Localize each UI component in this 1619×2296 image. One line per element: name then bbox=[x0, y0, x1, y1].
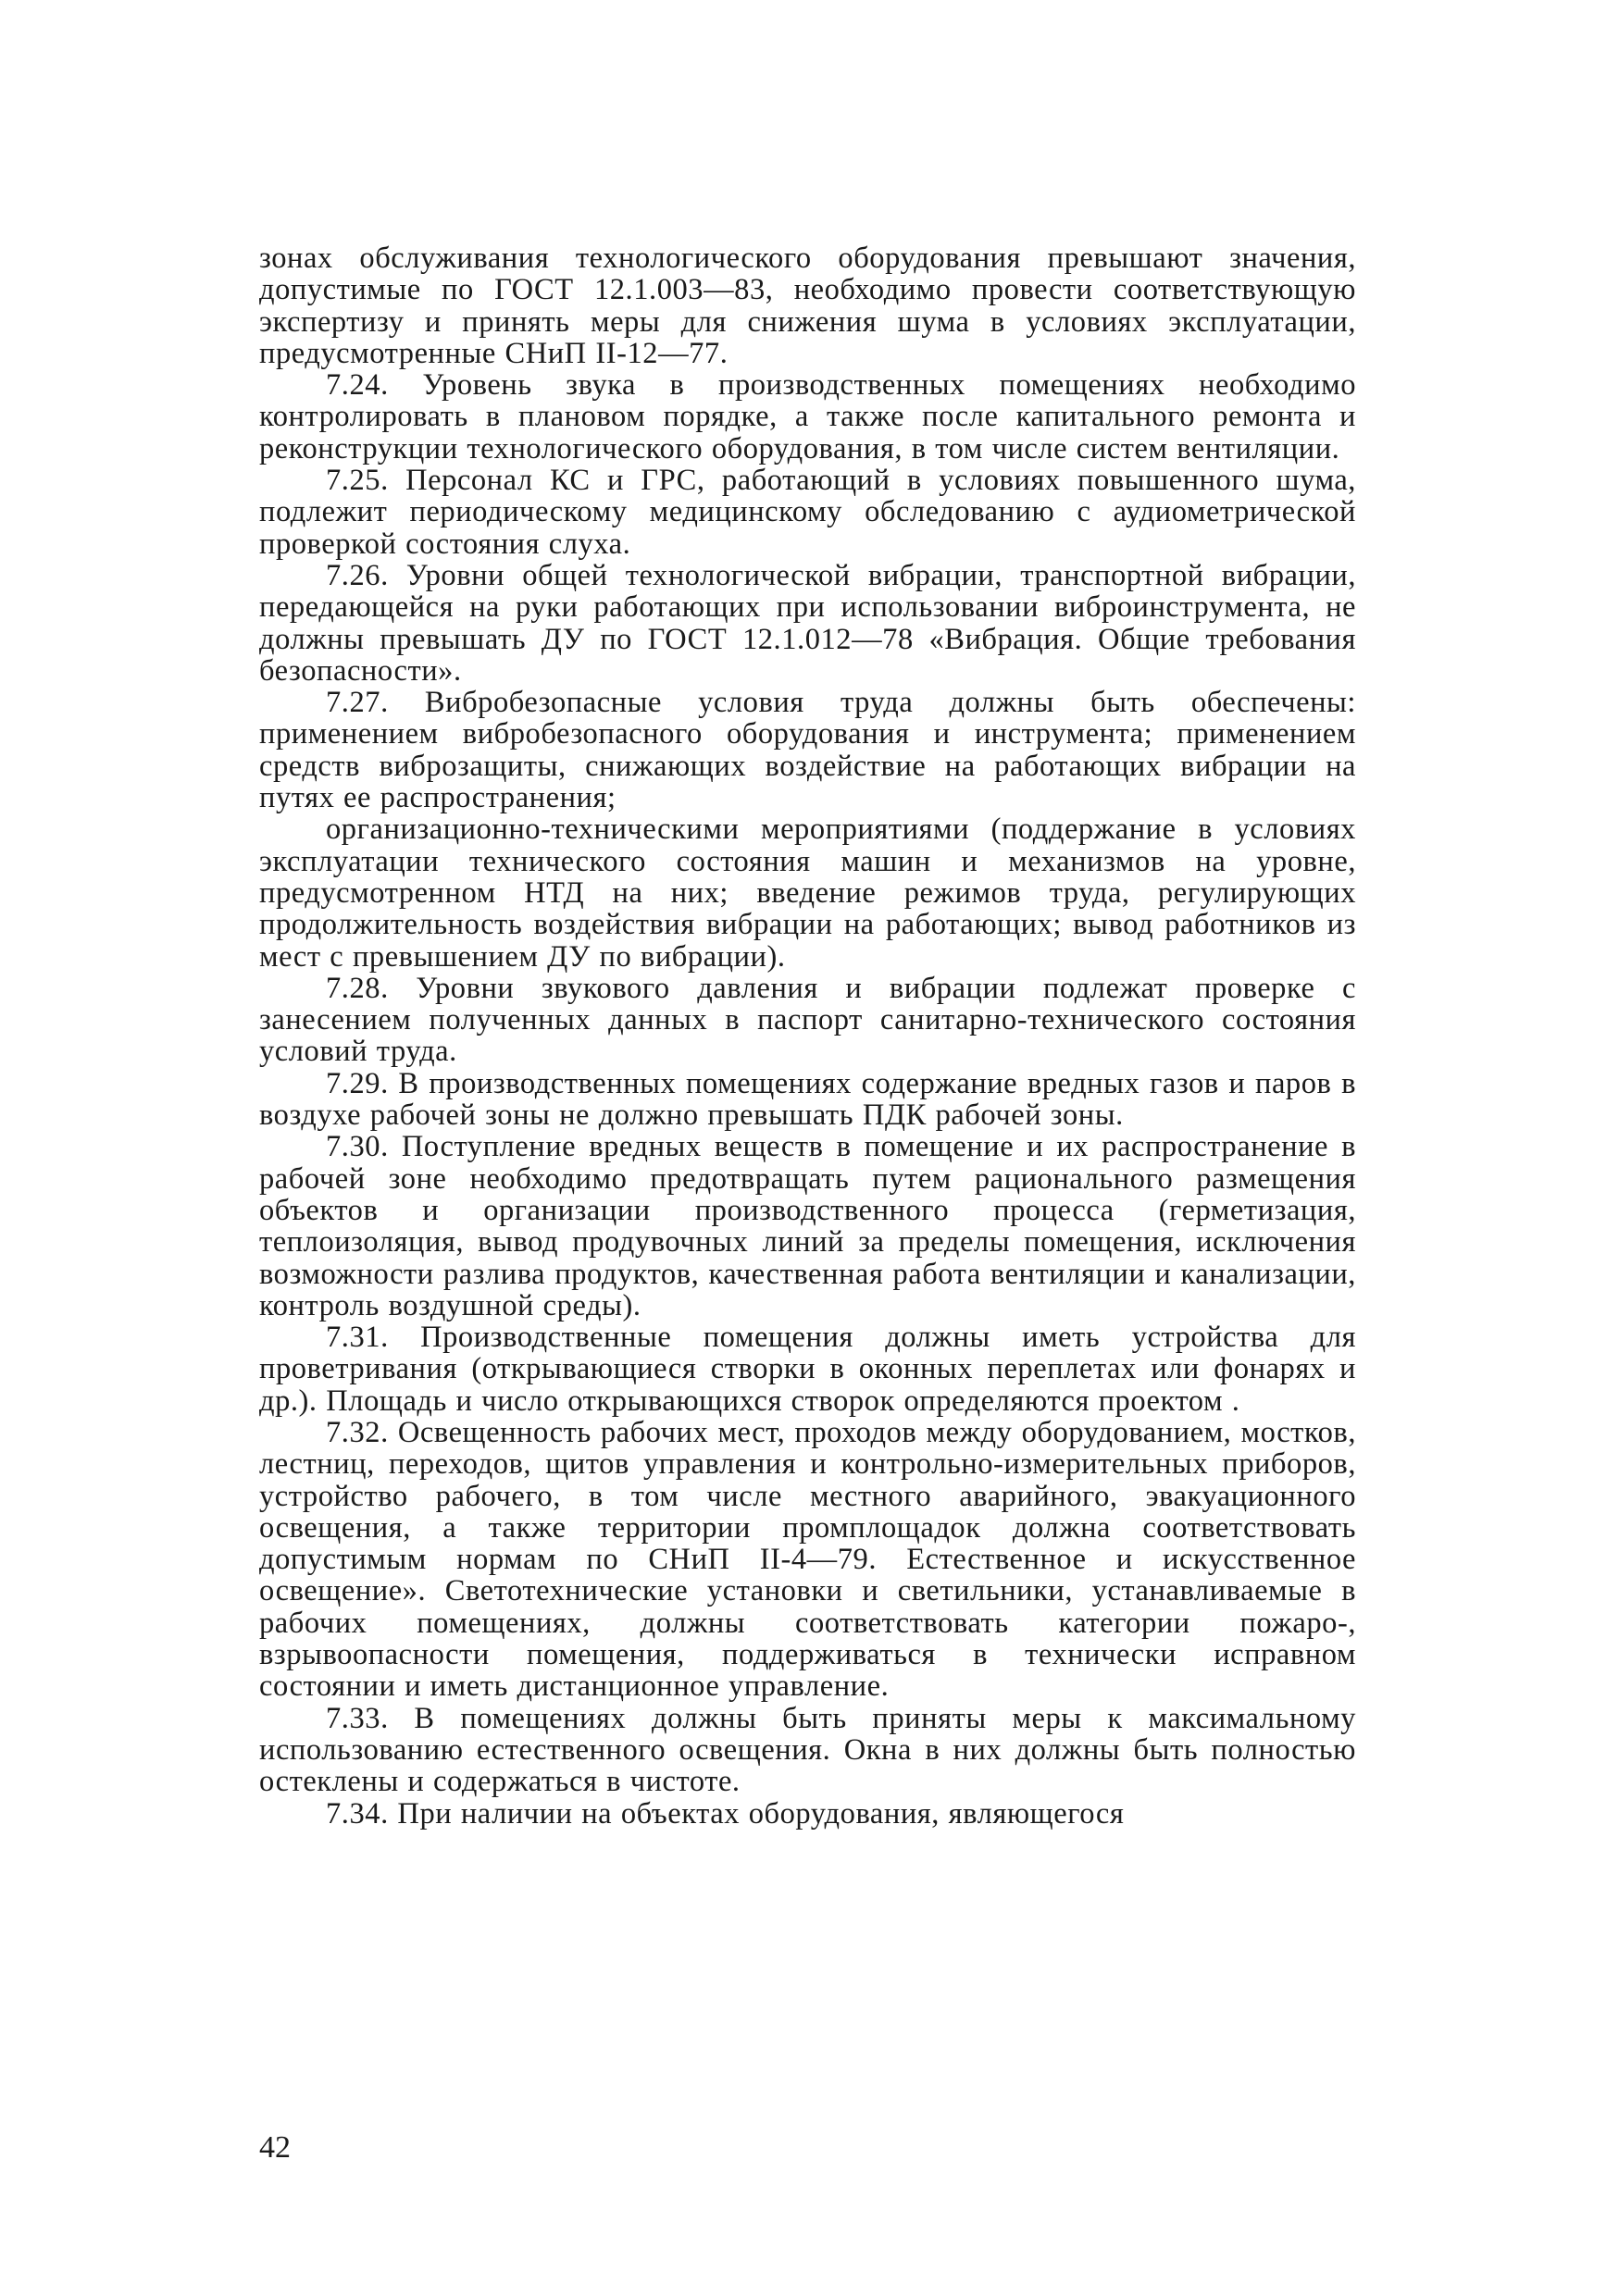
clause-7-31: 7.31. Производственные помещения должны иметь устройства для проветривания (открывающиеся створки в оконных переплетах или фонарях и др.). Площадь и число открывающихся створок определяются проектом . bbox=[259, 1321, 1356, 1418]
clause-7-25: 7.25. Персонал КС и ГРС, работающий в условиях повышенного шума, подлежит периодическому медицинскому обследованию с аудиометрической проверкой состояния слуха. bbox=[259, 464, 1356, 561]
clause-7-30: 7.30. Поступление вредных веществ в помещение и их распространение в рабочей зоне необходимо предотвращать путем рационального размещения объектов и организации производственного процесса (герметизация, теплоизоляция, вывод продувочных линий за пределы помещения, исключения возможности разлива продуктов, качественная работа вентиляции и канализации, контроль воздушной среды). bbox=[259, 1130, 1356, 1322]
clause-7-26: 7.26. Уровни общей технологической вибрации, транспортной вибрации, передающейся на руки работающих при использовании виброинструмента, не должны превышать ДУ по ГОСТ 12.1.012—78 «Вибрация. Общие требования безопасности». bbox=[259, 558, 1356, 688]
clause-7-27-continuation: организационно-техническими мероприятиями (поддержание в условиях эксплуатации технического состояния машин и механизмов на уровне, предусмотренном НТД на них; введение режимов труда, регулирующих продолжительность воздействия вибрации на работающих; вывод работников из мест с превышением ДУ по вибрации). bbox=[259, 813, 1356, 974]
clause-7-33: 7.33. В помещениях должны быть приняты меры к максимальному использованию естественного освещения. Окна в них должны быть полностью остеклены и содержаться в чистоте. bbox=[259, 1701, 1356, 1799]
clause-7-27: 7.27. Вибробезопасные условия труда должны быть обеспечены: применением вибробезопасного оборудования и инструмента; применением средств виброзащиты, снижающих воздействие на работающих вибрации на путях ее распространения; bbox=[259, 686, 1356, 815]
paragraph-continuation: зонах обслуживания технологического оборудования превышают значения, допустимые по ГОСТ 12.1.003—83, необходимо провести соответствующую экспертизу и принять меры для снижения шума в условиях эксплуатации, предусмотренные СНиП II-12—77. bbox=[259, 242, 1356, 370]
clause-7-28: 7.28. Уровни звукового давления и вибрации подлежат проверке с занесением полученных данных в паспорт санитарно-технического состояния условий труда. bbox=[259, 971, 1356, 1069]
body-text bbox=[259, 242, 1356, 1830]
page-number: 42 bbox=[259, 2130, 291, 2165]
clause-7-29: 7.29. В производственных помещениях содержание вредных газов и паров в воздухе рабочей зоны не должно превышать ПДК рабочей зоны. bbox=[259, 1066, 1356, 1133]
clause-7-34: 7.34. При наличии на объектах оборудования, являющегося bbox=[326, 1796, 1125, 1831]
clause-7-24: 7.24. Уровень звука в производственных помещениях необходимо контролировать в плановом порядке, а также после капитального ремонта и реконструкции технологического оборудования, в том числе систем вентиляции. bbox=[259, 368, 1356, 465]
clause-7-32: 7.32. Освещенность рабочих мест, проходов между оборудованием, мостков, лестниц, переходов, щитов управления и контрольно-измерительных приборов, устройство рабочего, в том числе местного аварийного, эвакуационного освещения, а также территории промплощадок должна соответствовать допустимым нормам по СНиП II-4—79. Естественное и искусственное освещение». Светотехнические установки и светильники, устанавливаемые в рабочих помещениях, должны соответствовать категории пожаро-, взрывоопасности помещения, поддерживаться в технически исправном состоянии и иметь дистанционное управление. bbox=[259, 1415, 1356, 1704]
